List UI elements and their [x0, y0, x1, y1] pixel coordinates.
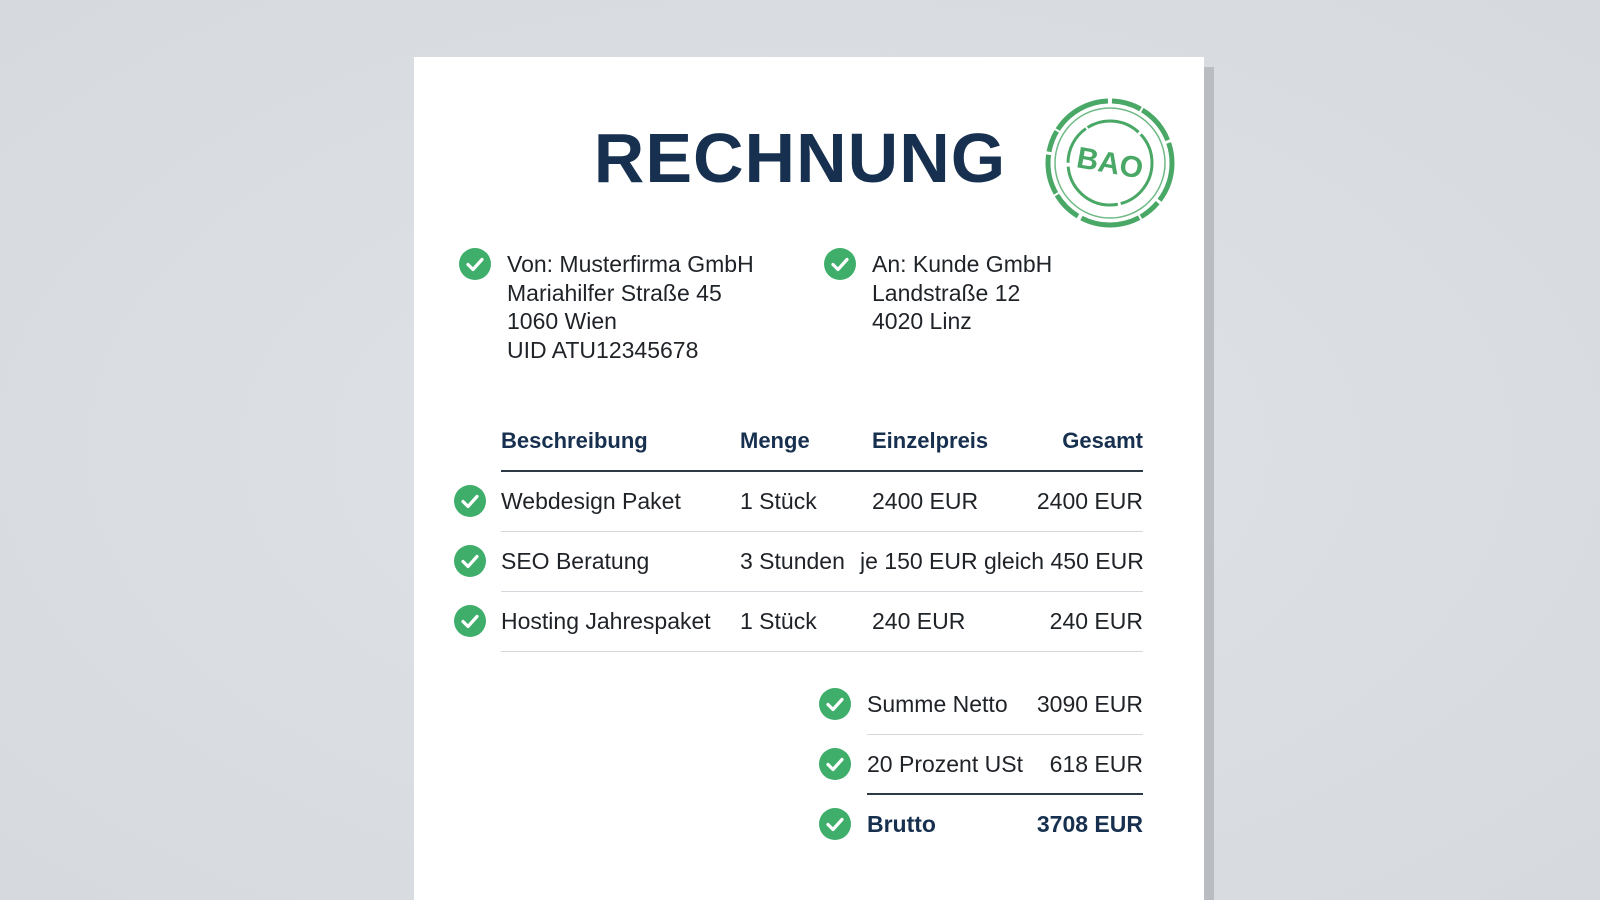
row-description: Webdesign Paket [501, 488, 681, 514]
vat-label: 20 Prozent USt [867, 751, 1023, 777]
gross-value: 3708 EUR [1036, 811, 1143, 837]
row-total: 240 EUR [1049, 608, 1143, 634]
sender-line: Von: Musterfirma GmbH [507, 251, 754, 277]
column-header-description: Beschreibung [501, 428, 648, 453]
check-circle-icon [824, 248, 856, 280]
row-description: Hosting Jahrespaket [501, 608, 711, 634]
sender-line: 1060 Wien [507, 308, 617, 334]
bao-stamp [1044, 97, 1176, 229]
row-divider [501, 531, 1143, 532]
row-description: SEO Beratung [501, 548, 650, 574]
row-total: 2400 EUR [1036, 488, 1143, 514]
vat-value: 618 EUR [1049, 751, 1143, 777]
sender-line: Mariahilfer Straße 45 [507, 279, 722, 306]
row-quantity: 1 Stück [740, 608, 817, 634]
invoice-title: RECHNUNG [593, 119, 1007, 197]
gross-rule [867, 793, 1143, 795]
column-header-unit-price: Einzelpreis [872, 428, 989, 453]
column-header-quantity: Menge [740, 428, 810, 453]
total-net-value: 3090 EUR [1036, 691, 1143, 717]
totals-divider [867, 734, 1143, 735]
total-net-label: Summe Netto [867, 691, 1008, 717]
check-circle-icon [819, 688, 851, 720]
row-quantity: 3 Stunden [740, 548, 845, 574]
column-header-total: Gesamt [1062, 428, 1143, 453]
stamp-text: BAO [1074, 141, 1146, 186]
recipient-line: 4020 Linz [872, 308, 972, 334]
row-unit-price: 2400 EUR [872, 488, 979, 514]
recipient-address [872, 250, 1052, 336]
check-circle-icon [454, 485, 486, 517]
check-circle-icon [454, 545, 486, 577]
recipient-line: An: Kunde GmbH [872, 251, 1053, 277]
recipient-line: Landstraße 12 [872, 279, 1021, 306]
row-quantity: 1 Stück [740, 488, 817, 514]
check-circle-icon [459, 248, 491, 280]
row-divider [501, 651, 1143, 652]
check-circle-icon [819, 808, 851, 840]
sender-line: UID ATU12345678 [507, 336, 699, 363]
check-circle-icon [454, 605, 486, 637]
check-circle-icon [819, 748, 851, 780]
row-unit-price: je 150 EUR gleich 450 EUR [860, 548, 1144, 574]
table-header-rule [501, 470, 1143, 472]
row-unit-price: 240 EUR [872, 608, 966, 634]
sender-address [507, 250, 754, 364]
row-divider [501, 591, 1143, 592]
gross-label: Brutto [867, 811, 936, 837]
